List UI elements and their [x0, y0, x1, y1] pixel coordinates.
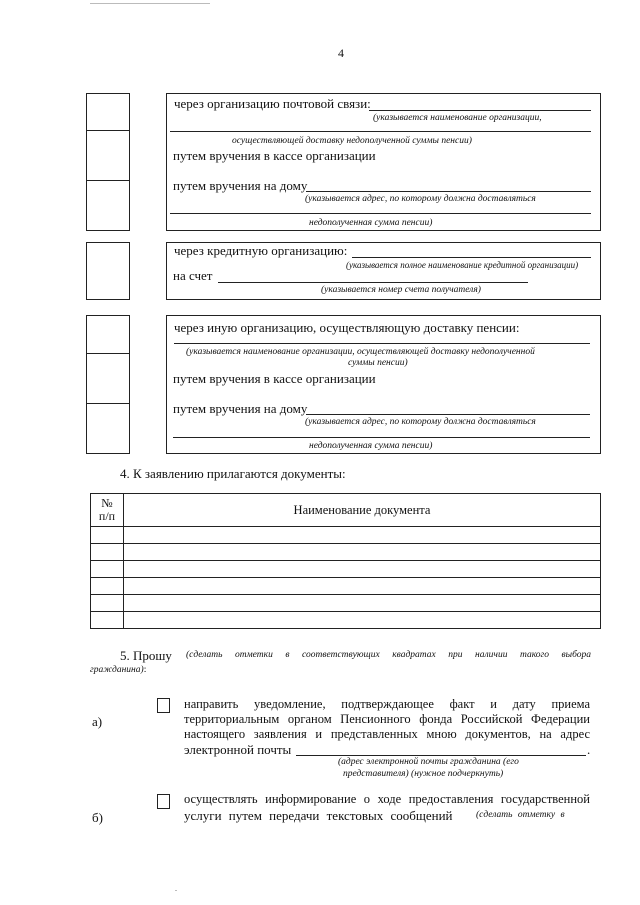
postal-hint-2: осуществляющей доставку недополученной суммы пенсии) — [232, 136, 472, 146]
col-number-header-line-1: № — [101, 496, 113, 510]
checkbox-postal-cash-desk[interactable] — [86, 130, 130, 181]
other-home-label: путем вручения на дому — [173, 401, 308, 416]
credit-org-line[interactable] — [352, 257, 591, 258]
postal-hint-1: (указывается наименование организации, — [373, 113, 542, 123]
scan-mark — [90, 3, 210, 4]
cell-number[interactable] — [91, 561, 124, 578]
account-label: на счет — [173, 268, 213, 283]
other-label: через иную организацию, осуществляющую доставку пенсии: — [174, 320, 520, 335]
postal-org-line-2[interactable] — [170, 131, 591, 132]
email-line-period: . — [587, 742, 591, 757]
cell-number[interactable] — [91, 527, 124, 544]
cell-document-name[interactable] — [124, 612, 601, 629]
checkbox-postal-home[interactable] — [86, 180, 130, 231]
table-row — [91, 578, 601, 595]
table-row — [91, 561, 601, 578]
cell-document-name[interactable] — [124, 578, 601, 595]
postal-org-line[interactable] — [369, 110, 591, 111]
table-row — [91, 527, 601, 544]
postal-home-label: путем вручения на дому — [173, 178, 308, 193]
page-number: 4 — [338, 46, 344, 60]
checkbox-postal[interactable] — [86, 93, 130, 131]
option-b-line-2: услуги путем передачи текстовых сообщений — [184, 808, 453, 823]
col-name-header: Наименование документа — [124, 494, 601, 527]
other-org-line[interactable] — [174, 343, 590, 344]
cell-document-name[interactable] — [124, 561, 601, 578]
table-row — [91, 612, 601, 629]
table-row — [91, 544, 601, 561]
checkbox-other-home[interactable] — [86, 403, 130, 454]
option-a-checkbox[interactable] — [157, 698, 170, 713]
other-home-address-line[interactable] — [306, 414, 590, 415]
checkbox-other[interactable] — [86, 315, 130, 354]
option-a-line-3: настоящего заявления и представленных мною документов, на адрес — [184, 727, 590, 741]
postal-cash-desk-label: путем вручения в кассе организации — [173, 148, 376, 163]
section-5-prefix: 5. Прошу — [120, 648, 172, 663]
section-5-hint-2-colon: : — [143, 665, 147, 675]
postal-label: через организацию почтовой связи: — [174, 96, 371, 111]
option-b-hint: (сделать отметку в — [476, 810, 565, 820]
other-home-hint-1: (указывается адрес, по которому должна доставляться — [305, 417, 536, 427]
option-a-hint-2: представителя) (нужное подчеркнуть) — [343, 769, 504, 779]
other-hint-2: суммы пенсии) — [348, 358, 408, 368]
option-a-line-2: территориальным органом Пенсионного фонда Российской Федерации — [184, 712, 590, 726]
other-hint-1: (указывается наименование организации, осуществляющей доставку недополученной — [186, 347, 535, 357]
scan-speck — [175, 890, 177, 891]
cell-document-name[interactable] — [124, 595, 601, 612]
option-a-label: а) — [92, 714, 103, 729]
cell-number[interactable] — [91, 595, 124, 612]
account-number-line[interactable] — [218, 282, 528, 283]
credit-hint: (указывается полное наименование кредитной организации) — [346, 260, 579, 270]
section-5-hint-1: (сделать отметки в соответствующих квадратах при наличии такого выбора — [186, 650, 591, 660]
credit-label: через кредитную организацию: — [174, 243, 348, 258]
cell-document-name[interactable] — [124, 544, 601, 561]
cell-number[interactable] — [91, 578, 124, 595]
email-address-line[interactable] — [296, 755, 586, 756]
postal-home-address-line-2[interactable] — [170, 213, 591, 214]
checkbox-other-cash-desk[interactable] — [86, 353, 130, 404]
cell-number[interactable] — [91, 612, 124, 629]
section-4-heading: 4. К заявлению прилагаются документы: — [120, 466, 346, 481]
table-header-row — [91, 494, 601, 527]
col-number-header-line-2: п/п — [98, 509, 116, 523]
other-home-address-line-2[interactable] — [173, 437, 590, 438]
option-b-label: б) — [92, 810, 103, 825]
postal-home-hint-2: недополученная сумма пенсии) — [309, 218, 433, 228]
postal-home-hint-1: (указывается адрес, по которому должна доставляться — [305, 194, 536, 204]
cell-document-name[interactable] — [124, 527, 601, 544]
checkbox-credit[interactable] — [86, 242, 130, 300]
option-a-hint-1: (адрес электронной почты гражданина (его — [338, 757, 519, 767]
section-5-hint-2-text: гражданина) — [90, 665, 144, 675]
section-5-hint-2 — [90, 665, 146, 676]
documents-table — [90, 493, 601, 629]
other-cash-desk-label: путем вручения в кассе организации — [173, 371, 376, 386]
cell-number[interactable] — [91, 544, 124, 561]
other-home-hint-2: недополученная сумма пенсии) — [309, 441, 433, 451]
option-b-checkbox[interactable] — [157, 794, 170, 809]
postal-home-address-line[interactable] — [306, 191, 591, 192]
option-a-line-4: электронной почты — [184, 742, 292, 757]
option-b-line-1: осуществлять информирование о ходе предоставления государственной — [184, 792, 590, 806]
account-hint: (указывается номер счета получателя) — [321, 285, 481, 295]
option-a-line-1: направить уведомление, подтверждающее факт и дату приема — [184, 697, 590, 711]
col-number-header — [91, 494, 124, 527]
table-row — [91, 595, 601, 612]
